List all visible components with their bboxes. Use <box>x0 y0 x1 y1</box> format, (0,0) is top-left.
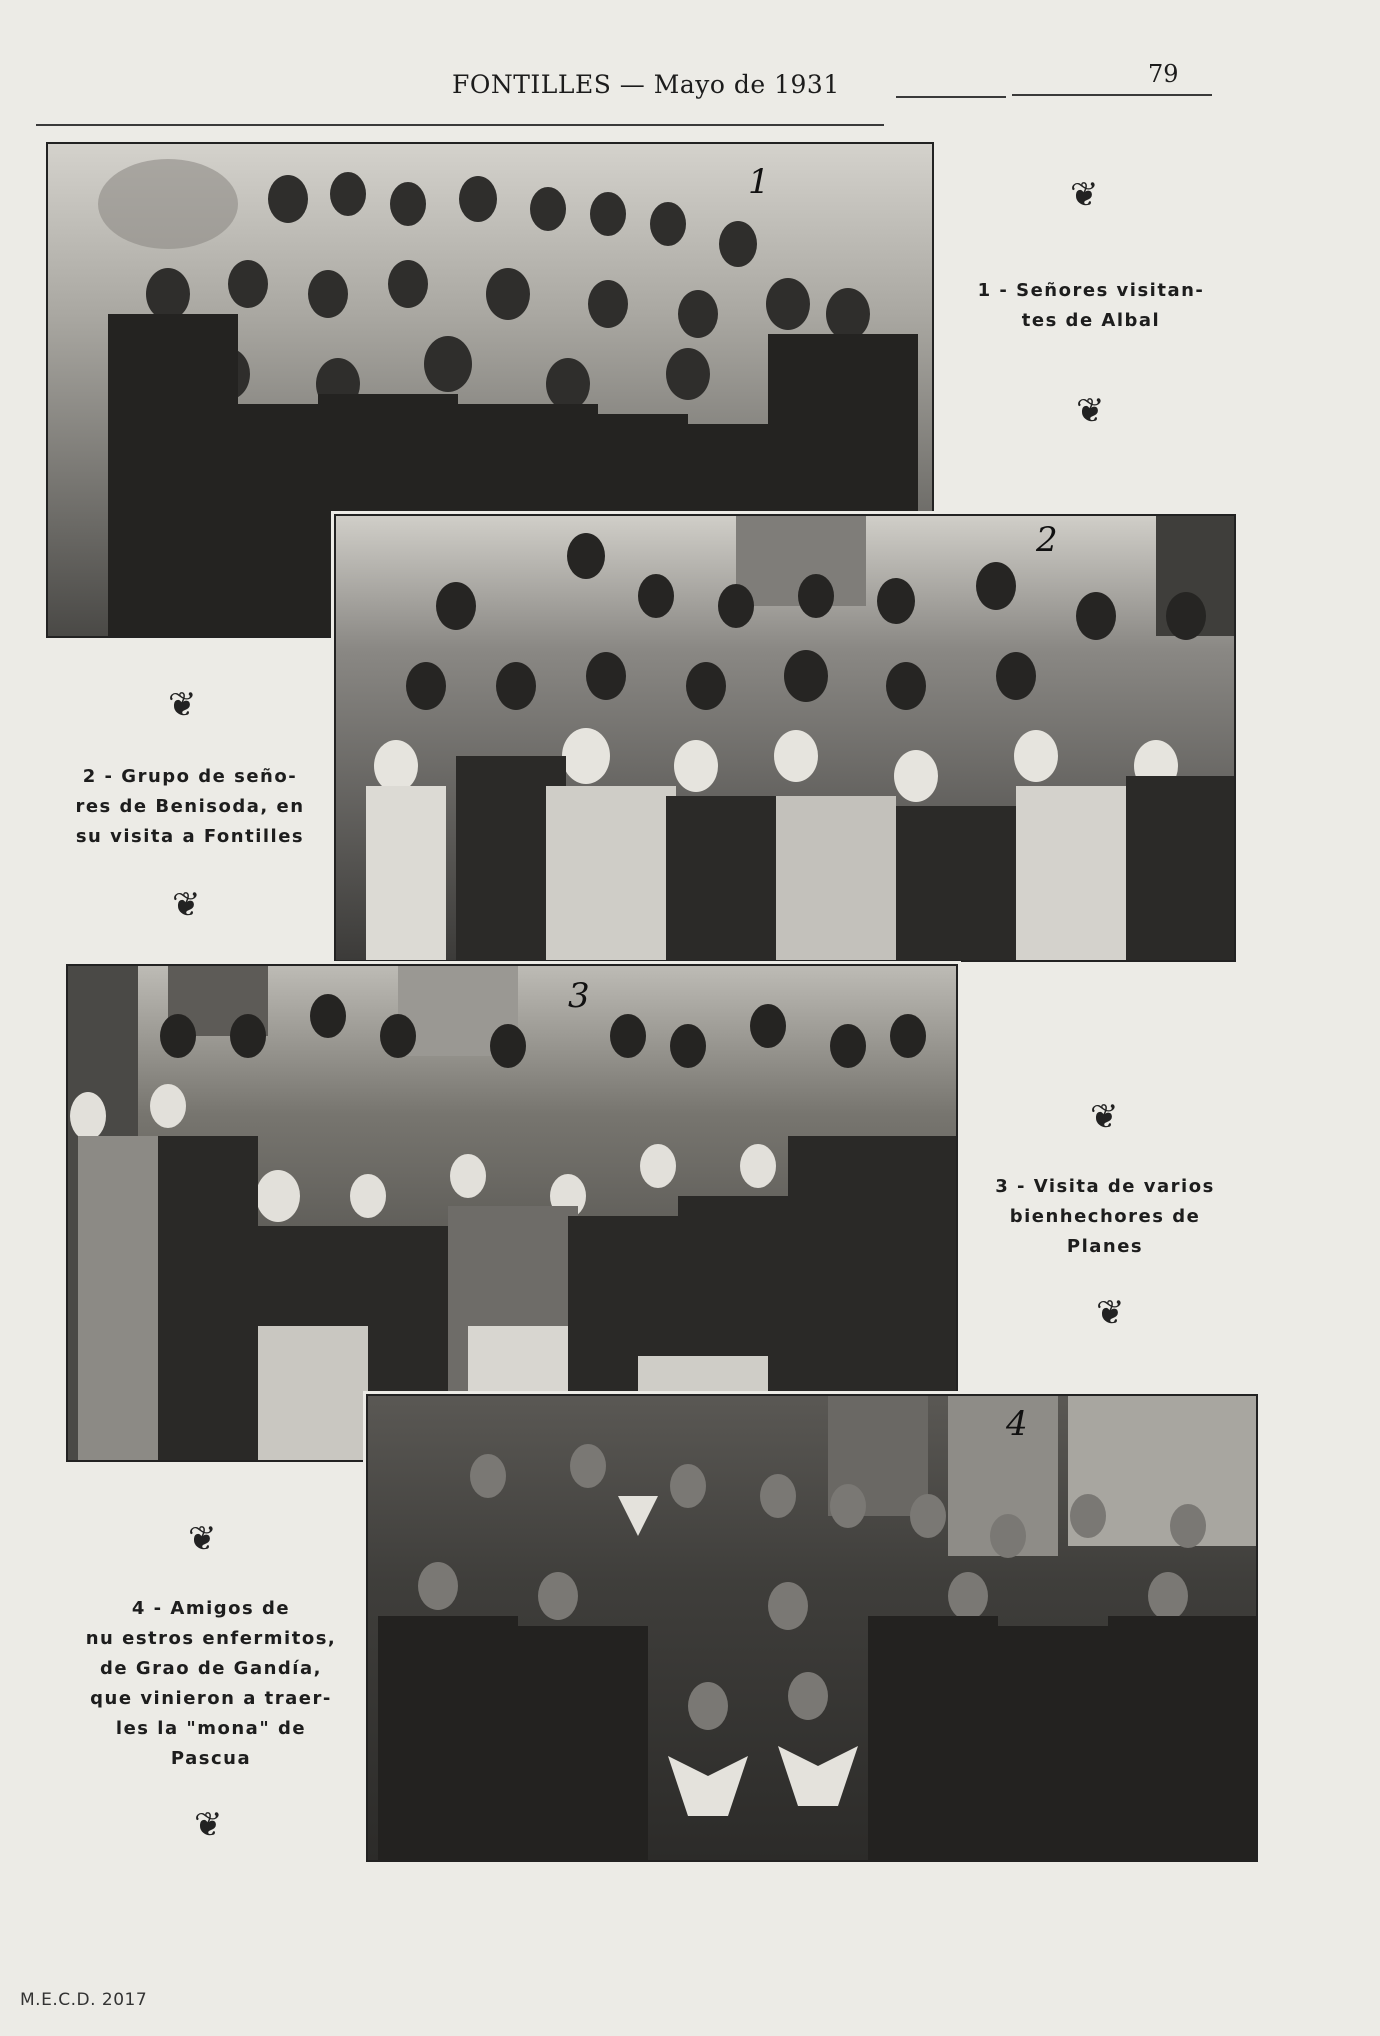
photo-4-friends-grao-de-gandia <box>366 1394 1258 1862</box>
photo-3-benefactors-planes <box>66 964 958 1462</box>
caption-line: Planes <box>1066 1236 1144 1257</box>
fleuron-ornament: ❦ <box>188 1519 217 1559</box>
caption-line: 4 - Amigos de <box>131 1598 291 1619</box>
caption-line: res de Benisoda, en <box>75 796 305 817</box>
caption-photo-1 <box>946 276 1236 336</box>
page-number: 79 <box>1148 60 1179 88</box>
caption-line: tes de Albal <box>1021 310 1161 331</box>
caption-line: su visita a Fontilles <box>75 826 305 847</box>
fleuron-ornament: ❦ <box>1070 175 1099 215</box>
caption-line: que vinieron a traer- <box>90 1688 332 1709</box>
caption-photo-4 <box>66 1594 356 1774</box>
fleuron-ornament: ❦ <box>1096 1293 1125 1333</box>
header-rule-segment <box>1012 94 1212 96</box>
header-rule-segment <box>896 96 1006 98</box>
fleuron-ornament: ❦ <box>1090 1097 1119 1137</box>
caption-line: de Grao de Gandía, <box>100 1658 322 1679</box>
photo-number-label: 1 <box>748 162 770 202</box>
photo-2-group-benisoda <box>334 514 1236 962</box>
fleuron-ornament: ❦ <box>194 1805 223 1845</box>
caption-line: 3 - Visita de varios <box>995 1176 1215 1197</box>
photo-number-label: 4 <box>1006 1404 1028 1444</box>
header-rule <box>36 124 884 126</box>
fleuron-ornament: ❦ <box>168 685 197 725</box>
caption-photo-2 <box>50 762 330 852</box>
page-header-title: FONTILLES — Mayo de 1931 <box>452 70 840 99</box>
caption-photo-3 <box>960 1172 1250 1262</box>
group-photo-image <box>368 1396 1256 1860</box>
group-photo-image <box>336 516 1234 960</box>
footer-credit: M.E.C.D. 2017 <box>20 1990 148 2010</box>
caption-line: 2 - Grupo de seño- <box>82 766 298 787</box>
caption-line: 1 - Señores visitan- <box>977 280 1205 301</box>
photo-number-label: 2 <box>1036 520 1058 560</box>
caption-line: les la "mona" de <box>115 1718 307 1739</box>
group-photo-image <box>68 966 956 1460</box>
caption-line: Pascua <box>170 1748 252 1769</box>
fleuron-ornament: ❦ <box>1076 391 1105 431</box>
caption-line: bienhechores de <box>1009 1206 1201 1227</box>
fleuron-ornament: ❦ <box>172 885 201 925</box>
caption-line: nu estros enfermitos, <box>85 1628 337 1649</box>
photo-number-label: 3 <box>568 976 590 1016</box>
